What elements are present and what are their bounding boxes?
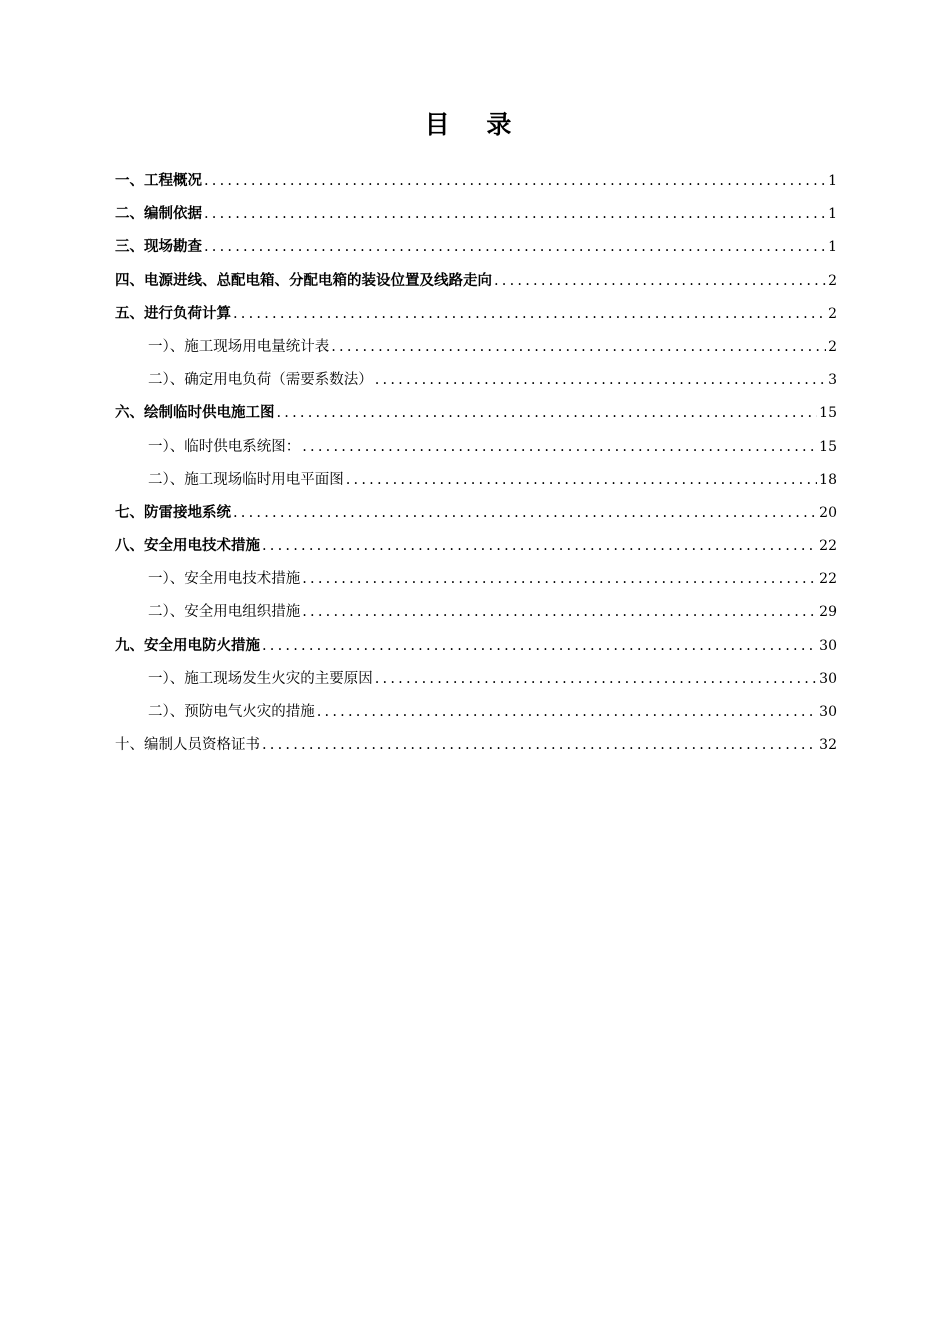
toc-entry[interactable]: [115, 731, 837, 764]
toc-title: 目 录: [424, 110, 526, 139]
toc-leader-dots: [262, 532, 817, 560]
toc-entry-label: 七、防雷接地系统: [115, 504, 231, 521]
toc-entry-label: 六、绘制临时供电施工图: [115, 405, 275, 422]
toc-entry-label: 一）、安全用电技术措施: [148, 571, 301, 588]
toc-page-number: 22: [819, 538, 837, 555]
toc-entry[interactable]: [115, 300, 837, 333]
toc-page-number: 3: [828, 372, 837, 389]
toc-page-number: 1: [828, 206, 837, 223]
toc-page-number: 15: [819, 438, 837, 455]
toc-page-number: 32: [819, 737, 837, 754]
toc-subentry[interactable]: [115, 565, 837, 598]
toc-leader-dots: [302, 433, 817, 461]
toc-page-number: 18: [819, 471, 837, 488]
toc-entry-label: 一）、施工现场用电量统计表: [148, 338, 330, 355]
toc-subentry[interactable]: [115, 366, 837, 399]
toc-leader-dots: [331, 333, 826, 361]
toc-entry-label: 九、安全用电防火措施: [115, 637, 260, 654]
table-of-contents: [115, 167, 837, 764]
toc-entry[interactable]: [115, 200, 837, 233]
toc-page-number: 1: [828, 173, 837, 189]
toc-entry-label: 一）、施工现场发生火灾的主要原因: [148, 670, 373, 687]
toc-page-number: 30: [819, 704, 837, 720]
toc-entry[interactable]: [115, 233, 837, 266]
toc-page-number: 30: [819, 637, 837, 654]
toc-entry-label: 五、进行负荷计算: [115, 305, 231, 322]
toc-page-number: 29: [819, 604, 837, 621]
toc-entry-label: 二）、确定用电负荷（需要系数法）: [148, 372, 373, 389]
toc-leader-dots: [262, 632, 817, 660]
toc-leader-dots: [346, 466, 817, 494]
toc-page-number: 22: [819, 571, 837, 588]
toc-subentry[interactable]: [115, 665, 837, 698]
toc-subentry[interactable]: [115, 333, 837, 366]
toc-page-number: 2: [828, 272, 837, 289]
toc-leader-dots: [302, 565, 817, 593]
toc-subentry[interactable]: [115, 598, 837, 631]
toc-page-number: 15: [819, 405, 837, 422]
toc-entry[interactable]: [115, 167, 837, 200]
toc-leader-dots: [375, 366, 826, 394]
toc-leader-dots: [302, 598, 817, 626]
toc-entry[interactable]: [115, 499, 837, 532]
toc-leader-dots: [375, 665, 817, 693]
toc-page-number: 1: [828, 239, 837, 256]
toc-leader-dots: [317, 698, 817, 726]
toc-entry-label: 三、现场勘查: [115, 239, 202, 256]
toc-subentry[interactable]: [115, 698, 837, 731]
toc-entry-label: 四、电源进线、总配电箱、分配电箱的装设位置及线路走向: [115, 272, 492, 289]
toc-entry-label: 一）、临时供电系统图：: [148, 438, 301, 455]
toc-subentry[interactable]: [115, 433, 837, 466]
toc-subentry[interactable]: [115, 466, 837, 499]
toc-leader-dots: [204, 233, 826, 261]
toc-entry[interactable]: [115, 632, 837, 665]
toc-leader-dots: [494, 267, 826, 295]
toc-leader-dots: [204, 167, 826, 195]
toc-entry-label: 八、安全用电技术措施: [115, 538, 260, 555]
toc-page-number: 2: [828, 305, 837, 322]
toc-entry-label: 二）、安全用电组织措施: [148, 604, 301, 621]
toc-page-number: 30: [819, 670, 837, 687]
toc-leader-dots: [233, 300, 826, 328]
toc-entry-label: 十、编制人员资格证书: [115, 737, 260, 754]
toc-page-number: 20: [819, 504, 837, 521]
toc-entry-label: 一、工程概况: [115, 173, 202, 189]
toc-page-number: 2: [828, 338, 837, 355]
toc-leader-dots: [277, 399, 818, 427]
toc-entry[interactable]: [115, 267, 837, 300]
toc-leader-dots: [262, 731, 817, 759]
toc-leader-dots: [204, 200, 826, 228]
toc-entry-label: 二）、施工现场临时用电平面图: [148, 471, 344, 488]
toc-entry[interactable]: [115, 399, 837, 432]
toc-entry-label: 二）、预防电气火灾的措施: [148, 704, 315, 720]
toc-leader-dots: [233, 499, 817, 527]
toc-entry[interactable]: [115, 532, 837, 565]
toc-entry-label: 二、编制依据: [115, 206, 202, 223]
